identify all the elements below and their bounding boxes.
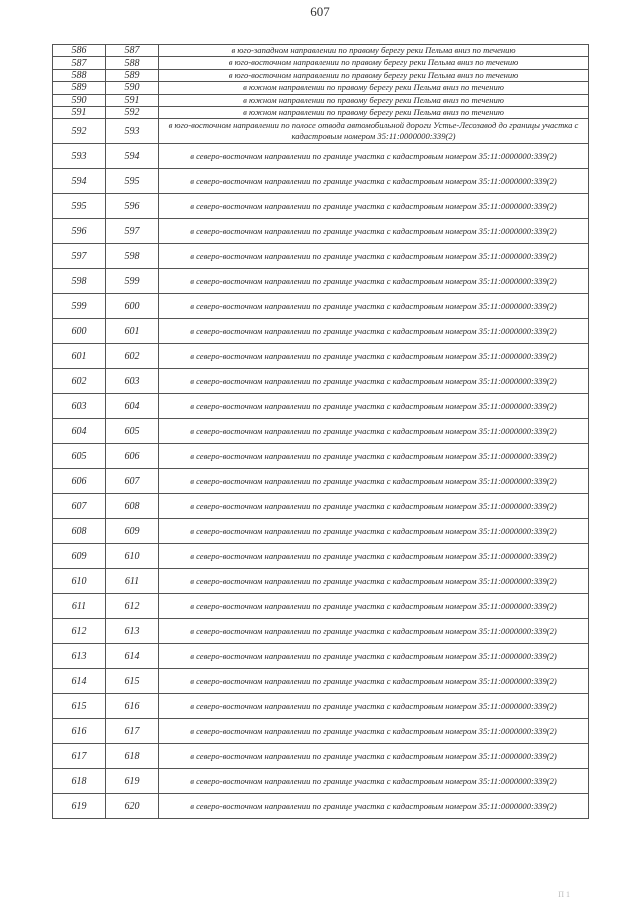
table-row <box>53 319 589 344</box>
description-cell: в южном направлении по правому берегу реки Пельма вниз по течению <box>159 82 589 94</box>
point-from-cell: 618 <box>53 769 106 794</box>
point-to-cell: 604 <box>106 394 159 419</box>
description-cell: в северо-восточном направлении по границе участка с кадастровым номером 35:11:0000000:339(2) <box>159 319 589 344</box>
description-cell: в южном направлении по правому берегу реки Пельма вниз по течению <box>159 107 589 119</box>
point-to-cell: 617 <box>106 719 159 744</box>
description-cell: в юго-западном направлении по правому берегу реки Пельма вниз по течению <box>159 45 589 57</box>
point-to-cell: 614 <box>106 644 159 669</box>
point-from-cell: 597 <box>53 244 106 269</box>
point-to-cell: 598 <box>106 244 159 269</box>
point-to-cell: 602 <box>106 344 159 369</box>
point-from-cell: 607 <box>53 494 106 519</box>
table-row <box>53 144 589 169</box>
description-cell: в северо-восточном направлении по границе участка с кадастровым номером 35:11:0000000:339(2) <box>159 194 589 219</box>
point-to-cell: 594 <box>106 144 159 169</box>
point-to-cell: 608 <box>106 494 159 519</box>
page-number: 607 <box>310 4 330 19</box>
description-cell: в северо-восточном направлении по границе участка с кадастровым номером 35:11:0000000:339(2) <box>159 494 589 519</box>
point-to-cell: 596 <box>106 194 159 219</box>
point-to-cell: 606 <box>106 444 159 469</box>
table-row <box>53 494 589 519</box>
description-cell: в северо-восточном направлении по границе участка с кадастровым номером 35:11:0000000:339(2) <box>159 544 589 569</box>
table-row <box>53 169 589 194</box>
description-cell: в северо-восточном направлении по границе участка с кадастровым номером 35:11:0000000:339(2) <box>159 794 589 819</box>
point-from-cell: 603 <box>53 394 106 419</box>
description-cell: в северо-восточном направлении по границе участка с кадастровым номером 35:11:0000000:339(2) <box>159 219 589 244</box>
table-row <box>53 744 589 769</box>
point-to-cell: 620 <box>106 794 159 819</box>
table-row <box>53 94 589 106</box>
point-to-cell: 588 <box>106 57 159 69</box>
description-cell: в северо-восточном направлении по границе участка с кадастровым номером 35:11:0000000:339(2) <box>159 569 589 594</box>
boundary-table-body <box>53 45 589 819</box>
description-cell: в северо-восточном направлении по границе участка с кадастровым номером 35:11:0000000:339(2) <box>159 469 589 494</box>
description-cell: в северо-восточном направлении по границе участка с кадастровым номером 35:11:0000000:339(2) <box>159 169 589 194</box>
point-to-cell: 593 <box>106 119 159 144</box>
point-from-cell: 588 <box>53 69 106 81</box>
point-from-cell: 605 <box>53 444 106 469</box>
boundary-table <box>52 44 589 819</box>
table-row <box>53 82 589 94</box>
point-from-cell: 609 <box>53 544 106 569</box>
table-row <box>53 394 589 419</box>
table-row <box>53 369 589 394</box>
point-from-cell: 613 <box>53 644 106 669</box>
point-to-cell: 592 <box>106 107 159 119</box>
point-from-cell: 594 <box>53 169 106 194</box>
table-row <box>53 719 589 744</box>
table-row <box>53 694 589 719</box>
description-cell: в северо-восточном направлении по границе участка с кадастровым номером 35:11:0000000:339(2) <box>159 694 589 719</box>
point-from-cell: 593 <box>53 144 106 169</box>
description-cell: в северо-восточном направлении по границе участка с кадастровым номером 35:11:0000000:339(2) <box>159 294 589 319</box>
table-row <box>53 794 589 819</box>
table-row <box>53 569 589 594</box>
point-from-cell: 608 <box>53 519 106 544</box>
point-to-cell: 619 <box>106 769 159 794</box>
point-to-cell: 615 <box>106 669 159 694</box>
table-row <box>53 419 589 444</box>
table-row <box>53 769 589 794</box>
description-cell: в северо-восточном направлении по границе участка с кадастровым номером 35:11:0000000:339(2) <box>159 669 589 694</box>
description-cell: в юго-восточном направлении по правому берегу реки Пельма вниз по течению <box>159 69 589 81</box>
point-to-cell: 607 <box>106 469 159 494</box>
point-from-cell: 611 <box>53 594 106 619</box>
table-row <box>53 619 589 644</box>
description-cell: в северо-восточном направлении по границе участка с кадастровым номером 35:11:0000000:339(2) <box>159 594 589 619</box>
table-row <box>53 469 589 494</box>
point-from-cell: 587 <box>53 57 106 69</box>
point-from-cell: 602 <box>53 369 106 394</box>
point-from-cell: 595 <box>53 194 106 219</box>
point-from-cell: 614 <box>53 669 106 694</box>
point-to-cell: 610 <box>106 544 159 569</box>
table-row <box>53 107 589 119</box>
table-row <box>53 519 589 544</box>
table-row <box>53 444 589 469</box>
point-from-cell: 600 <box>53 319 106 344</box>
point-to-cell: 587 <box>106 45 159 57</box>
table-row <box>53 244 589 269</box>
description-cell: в северо-восточном направлении по границе участка с кадастровым номером 35:11:0000000:339(2) <box>159 344 589 369</box>
description-cell: в северо-восточном направлении по границе участка с кадастровым номером 35:11:0000000:339(2) <box>159 269 589 294</box>
point-from-cell: 586 <box>53 45 106 57</box>
point-from-cell: 599 <box>53 294 106 319</box>
point-from-cell: 616 <box>53 719 106 744</box>
description-cell: в северо-восточном направлении по границе участка с кадастровым номером 35:11:0000000:339(2) <box>159 444 589 469</box>
point-from-cell: 606 <box>53 469 106 494</box>
point-to-cell: 591 <box>106 94 159 106</box>
point-from-cell: 617 <box>53 744 106 769</box>
description-cell: в северо-восточном направлении по границе участка с кадастровым номером 35:11:0000000:339(2) <box>159 394 589 419</box>
point-to-cell: 618 <box>106 744 159 769</box>
table-row <box>53 69 589 81</box>
description-cell: в юго-восточном направлении по правому берегу реки Пельма вниз по течению <box>159 57 589 69</box>
point-from-cell: 591 <box>53 107 106 119</box>
point-to-cell: 603 <box>106 369 159 394</box>
footer-mark: П 1 <box>558 890 570 899</box>
description-cell: в северо-восточном направлении по границе участка с кадастровым номером 35:11:0000000:339(2) <box>159 719 589 744</box>
point-to-cell: 605 <box>106 419 159 444</box>
table-row <box>53 57 589 69</box>
point-from-cell: 596 <box>53 219 106 244</box>
point-to-cell: 589 <box>106 69 159 81</box>
point-to-cell: 611 <box>106 569 159 594</box>
description-cell: в северо-восточном направлении по границе участка с кадастровым номером 35:11:0000000:339(2) <box>159 744 589 769</box>
point-to-cell: 601 <box>106 319 159 344</box>
description-cell: в юго-восточном направлении по полосе отвода автомобильной дороги Устье-Лесозавод до границы участка с кадастровым номером 35:11:0000000:339(2) <box>159 119 589 144</box>
point-to-cell: 599 <box>106 269 159 294</box>
table-row <box>53 294 589 319</box>
table-row <box>53 344 589 369</box>
point-to-cell: 612 <box>106 594 159 619</box>
table-row <box>53 45 589 57</box>
point-from-cell: 612 <box>53 619 106 644</box>
point-to-cell: 616 <box>106 694 159 719</box>
description-cell: в северо-восточном направлении по границе участка с кадастровым номером 35:11:0000000:339(2) <box>159 369 589 394</box>
table-row <box>53 269 589 294</box>
point-from-cell: 604 <box>53 419 106 444</box>
point-from-cell: 615 <box>53 694 106 719</box>
point-to-cell: 609 <box>106 519 159 544</box>
description-cell: в северо-восточном направлении по границе участка с кадастровым номером 35:11:0000000:339(2) <box>159 419 589 444</box>
table-row <box>53 219 589 244</box>
table-row <box>53 644 589 669</box>
description-cell: в южном направлении по правому берегу реки Пельма вниз по течению <box>159 94 589 106</box>
point-from-cell: 610 <box>53 569 106 594</box>
point-to-cell: 613 <box>106 619 159 644</box>
table-row <box>53 544 589 569</box>
point-from-cell: 598 <box>53 269 106 294</box>
description-cell: в северо-восточном направлении по границе участка с кадастровым номером 35:11:0000000:339(2) <box>159 644 589 669</box>
point-from-cell: 619 <box>53 794 106 819</box>
description-cell: в северо-восточном направлении по границе участка с кадастровым номером 35:11:0000000:339(2) <box>159 144 589 169</box>
description-cell: в северо-восточном направлении по границе участка с кадастровым номером 35:11:0000000:339(2) <box>159 244 589 269</box>
description-cell: в северо-восточном направлении по границе участка с кадастровым номером 35:11:0000000:339(2) <box>159 769 589 794</box>
point-from-cell: 592 <box>53 119 106 144</box>
table-row <box>53 119 589 144</box>
point-from-cell: 601 <box>53 344 106 369</box>
table-row <box>53 594 589 619</box>
point-from-cell: 590 <box>53 94 106 106</box>
point-to-cell: 600 <box>106 294 159 319</box>
point-from-cell: 589 <box>53 82 106 94</box>
description-cell: в северо-восточном направлении по границе участка с кадастровым номером 35:11:0000000:339(2) <box>159 619 589 644</box>
point-to-cell: 597 <box>106 219 159 244</box>
table-row <box>53 669 589 694</box>
point-to-cell: 590 <box>106 82 159 94</box>
description-cell: в северо-восточном направлении по границе участка с кадастровым номером 35:11:0000000:339(2) <box>159 519 589 544</box>
table-row <box>53 194 589 219</box>
point-to-cell: 595 <box>106 169 159 194</box>
